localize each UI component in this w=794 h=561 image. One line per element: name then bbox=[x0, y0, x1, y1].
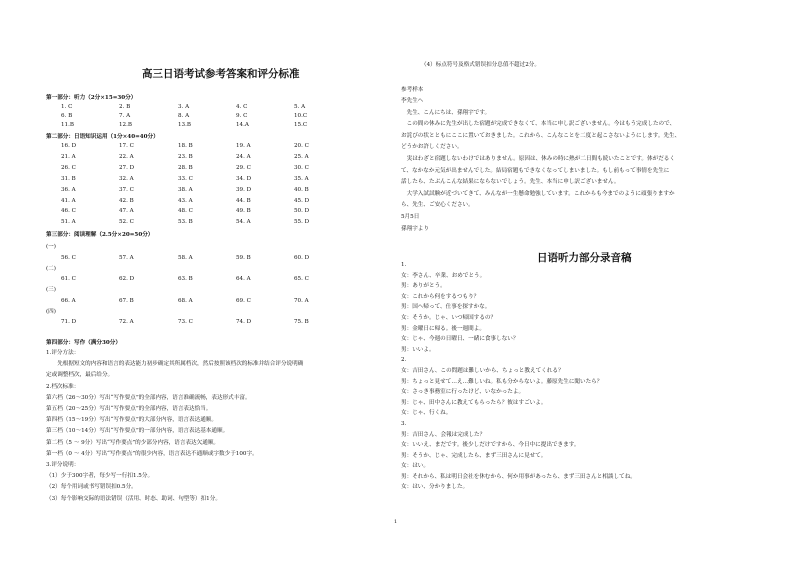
answer-cell: 25. A bbox=[294, 153, 309, 160]
answer-row bbox=[61, 197, 381, 206]
transcript-line: 1． bbox=[401, 262, 411, 268]
answer-cell: 17. C bbox=[119, 143, 134, 149]
scoring-line: 1.评分方法： bbox=[46, 350, 80, 356]
answer-cell: 65. C bbox=[294, 276, 309, 283]
answer-cell: 55. D bbox=[294, 219, 310, 226]
transcript-line: 女：これから何をするつもり？ bbox=[401, 293, 480, 300]
scoring-line: （3）每个影响交际的语法错误（活用、时态、助词、句型等）扣1分。 bbox=[46, 495, 221, 502]
transcript-line: 女：李さん、卒業、おめでとう。 bbox=[401, 272, 486, 279]
letter-line: 話したら、たぶんこんな結果にならないでしょう。先生、本当に申し訳ございません。 bbox=[401, 179, 620, 186]
answer-cell: 40. B bbox=[294, 186, 309, 193]
transcript-line: 男：そうか、じゃ、完成したら、まず三田さんに見せて。 bbox=[401, 452, 547, 459]
letter-line: 先生、こんにちは、孫翔宇です。 bbox=[401, 109, 491, 116]
answer-cell: 16. D bbox=[61, 143, 77, 149]
letter-line: 孫翔宇より bbox=[401, 225, 429, 232]
answer-row bbox=[61, 275, 381, 284]
answer-cell: 43. A bbox=[178, 197, 193, 204]
answer-cell: 33. C bbox=[178, 175, 193, 182]
answer-cell: 19. A bbox=[236, 143, 251, 149]
scoring-line: 3.评分说明： bbox=[46, 462, 80, 469]
answer-cell: 41. A bbox=[61, 197, 76, 204]
answer-cell: 39. D bbox=[236, 186, 252, 193]
answer-cell: 18. B bbox=[178, 143, 193, 149]
answer-row bbox=[61, 103, 381, 112]
transcript-line: 男：それから、私は明日会社を休むから、何か用事があったら、まず三田さんと相談してね。 bbox=[401, 473, 636, 480]
transcript-line: 女：はい、分かりました。 bbox=[401, 484, 469, 491]
answer-cell: 63. B bbox=[178, 276, 193, 283]
transcript-line: 男：吉田さん、会報は完成した？ bbox=[401, 431, 486, 438]
reading-group-label: (一) bbox=[46, 244, 56, 250]
scoring-line: 2.档次标准： bbox=[46, 383, 80, 390]
answer-cell: 68. A bbox=[178, 297, 193, 304]
answer-cell: 35. A bbox=[294, 175, 309, 182]
letter-line: どうかお許しください。 bbox=[401, 144, 463, 151]
scoring-line: （2）每个用词或书写错误扣0.5分。 bbox=[46, 484, 137, 491]
transcript-line: 女：はい。 bbox=[401, 463, 429, 470]
letter-line: この間の休みに先生が出した宿題が完成できなくて、本当に申し訳ございません。今はもう完成したので、 bbox=[401, 121, 676, 128]
transcript-line: 女：さっき事務室に行ったけど、いなかったよ。 bbox=[401, 389, 525, 396]
answer-cell: 50. D bbox=[294, 208, 310, 215]
part2-heading: 第二部分：日语知识运用（1分×40=40分） bbox=[46, 134, 159, 140]
answer-cell: 71. D bbox=[61, 319, 77, 326]
letter-line: 大学入試試験が近づいてきて、みんなが一生懸命勉強しています。これからも今までのように頑張りますか bbox=[401, 190, 675, 197]
transcript-line: 女：いいえ、まだです。後少しだけですから、今日中に提出できます。 bbox=[401, 442, 580, 449]
answer-cell: 37. C bbox=[119, 186, 134, 193]
answer-row bbox=[61, 121, 381, 130]
answer-cell: 2. B bbox=[119, 104, 131, 110]
answer-cell: 22. A bbox=[119, 153, 134, 160]
transcript-line: 男：ちょっと見せて…え…難しいね。私も分からないよ。藤原先生に聞いたら？ bbox=[401, 378, 603, 385]
scoring-line: 先根据短文的内容和语言的表达能力初步确定其所属档次，然后按照该档次的标准并结合评分说明确 bbox=[46, 361, 304, 368]
answer-cell: 49. B bbox=[236, 208, 251, 215]
answer-cell: 28. B bbox=[178, 164, 193, 171]
answer-row bbox=[61, 175, 381, 184]
reading-group-label: (三) bbox=[46, 287, 56, 294]
answer-row bbox=[61, 112, 381, 121]
answer-cell: 52. C bbox=[119, 219, 134, 226]
scoring-line: 第二档（5 ～ 9分）写出“写作要点”的少部分内容，语言表达欠通顺。 bbox=[46, 439, 220, 446]
letter-line: 李先生へ bbox=[401, 98, 424, 104]
answer-cell: 51. A bbox=[61, 219, 76, 226]
answer-cell: 59. B bbox=[236, 254, 251, 261]
answer-row bbox=[61, 207, 381, 216]
answer-cell: 72. A bbox=[119, 319, 134, 326]
answer-cell: 31. B bbox=[61, 175, 76, 182]
answer-cell: 47. A bbox=[119, 208, 134, 215]
transcript-line: 女：じゃ、行くね。 bbox=[401, 410, 452, 417]
answer-cell: 60. D bbox=[294, 254, 310, 261]
listening-transcript bbox=[401, 260, 636, 493]
transcript-line: 男：金曜日に帰る。後一週間よ。 bbox=[401, 325, 485, 332]
answer-row bbox=[61, 186, 381, 195]
answer-cell: 27. D bbox=[119, 164, 135, 171]
letter-line: て、なかなか元気が出ませんでした。結局宿題もできなくなってしまいました。もし前もって事情を先生に bbox=[401, 167, 670, 174]
answer-cell: 11.B bbox=[61, 121, 75, 128]
answer-cell: 8. A bbox=[178, 112, 190, 119]
transcript-title: 日语听力部分录音稿 bbox=[537, 252, 632, 264]
scoring-line: 第五档（20～25分）写出“写作要点”的全部内容，语言表达恰当。 bbox=[46, 406, 212, 413]
transcript-line: 男：じゃ、田中さんに教えてもらったら？彼はすごいよ。 bbox=[401, 399, 547, 406]
scoring-line: 第四档（15～19分）写出“写作要点”的大部分内容，语言表达通顺。 bbox=[46, 417, 217, 424]
answer-cell: 56. C bbox=[61, 254, 76, 261]
scoring-line: 第三档（10～14分）写出“写作要点”的一部分内容，语言表达基本通顺。 bbox=[46, 428, 229, 435]
answer-row bbox=[61, 318, 381, 327]
answer-cell: 7. A bbox=[119, 112, 131, 119]
answer-cell: 3. A bbox=[178, 104, 190, 110]
scoring-line: 第六档（26～30分）写出“写作要点”的全部内容，语言准确流畅，表达形式丰富。 bbox=[46, 394, 251, 401]
answer-cell: 6. B bbox=[61, 112, 73, 119]
answer-cell: 10.C bbox=[294, 112, 308, 119]
scoring-line: （1）少于300字者，每少写一行扣1.5分。 bbox=[46, 473, 154, 480]
reading-group-label: (二) bbox=[46, 265, 56, 272]
answer-cell: 58. A bbox=[178, 254, 193, 261]
answer-cell: 74. D bbox=[236, 319, 252, 326]
page-number: 1 bbox=[394, 519, 398, 525]
part4-scoring-text bbox=[46, 348, 380, 505]
letter-line: ら、先生、ご安心ください。 bbox=[401, 202, 474, 209]
answer-cell: 14.A bbox=[236, 121, 249, 128]
answer-cell: 9. C bbox=[236, 112, 248, 119]
reading-group-label: (四) bbox=[46, 308, 56, 315]
sample-label: 参考样本 bbox=[401, 87, 424, 93]
answer-cell: 70. A bbox=[294, 297, 309, 304]
answer-cell: 54. A bbox=[236, 219, 251, 226]
answer-cell: 5. A bbox=[294, 104, 306, 110]
answer-cell: 61. C bbox=[61, 276, 76, 283]
answer-cell: 32. A bbox=[119, 175, 134, 182]
letter-line: 5月5日 bbox=[401, 213, 420, 220]
transcript-line: 2． bbox=[401, 357, 411, 364]
answer-cell: 26. C bbox=[61, 164, 76, 171]
answer-cell: 46. C bbox=[61, 208, 76, 215]
answer-row bbox=[61, 297, 381, 306]
part1-heading: 第一部分：听力（2分×15=30分） bbox=[46, 95, 137, 101]
answer-cell: 1. C bbox=[61, 104, 73, 110]
answer-row bbox=[61, 153, 381, 162]
answer-cell: 53. B bbox=[178, 219, 193, 226]
answer-cell: 38. A bbox=[178, 186, 193, 193]
letter-line: お詫びの状とともにここに置いておきました。これから、こんなことを二度と起こさないようにします。先生、 bbox=[401, 132, 681, 139]
answer-cell: 24. A bbox=[236, 153, 251, 160]
answer-cell: 42. B bbox=[119, 197, 134, 204]
scoring-note-4: （4）标点符号及格式错误扣分总值不超过2分。 bbox=[421, 62, 540, 68]
answer-row bbox=[61, 142, 381, 151]
answer-cell: 34. D bbox=[236, 175, 252, 182]
part4-heading: 第四部分：写作（满分30分） bbox=[46, 340, 121, 346]
answer-cell: 67. B bbox=[119, 297, 134, 304]
answer-cell: 64. A bbox=[236, 276, 251, 283]
transcript-line: 女：吉田さん、この問題は難しいから、ちょっと教えてくれる？ bbox=[401, 367, 564, 374]
transcript-line: 女：じゃ、今週の日曜日、一緒に食事しない？ bbox=[401, 336, 519, 343]
answer-cell: 23. B bbox=[178, 153, 193, 160]
answer-cell: 75. B bbox=[294, 319, 309, 326]
part3-heading: 第三部分：阅读理解（2.5分×20=50分） bbox=[46, 232, 154, 238]
answer-cell: 21. A bbox=[61, 153, 76, 160]
transcript-line: 3． bbox=[401, 420, 411, 427]
sample-letter bbox=[401, 96, 680, 235]
page-title: 高三日语考试参考答案和评分标准 bbox=[142, 68, 300, 80]
answer-row bbox=[61, 254, 381, 263]
answer-cell: 45. D bbox=[294, 197, 310, 204]
answer-cell: 73. C bbox=[178, 319, 193, 326]
transcript-line: 男：いいよ。 bbox=[401, 346, 435, 353]
answer-row bbox=[61, 218, 381, 227]
answer-cell: 29. C bbox=[236, 164, 251, 171]
answer-cell: 62. D bbox=[119, 276, 135, 283]
answer-cell: 66. A bbox=[61, 297, 76, 304]
transcript-line: 女：そうか。じゃ、いつ帰国するの？ bbox=[401, 314, 497, 321]
answer-cell: 30. C bbox=[294, 164, 309, 171]
answer-cell: 12.B bbox=[119, 121, 133, 128]
answer-cell: 69. C bbox=[236, 297, 251, 304]
answer-cell: 4. C bbox=[236, 104, 248, 110]
answer-cell: 20. C bbox=[294, 143, 309, 149]
answer-cell: 36. A bbox=[61, 186, 76, 193]
answer-row bbox=[61, 164, 381, 173]
transcript-line: 男：国へ帰って、仕事を探すかな。 bbox=[401, 304, 491, 311]
transcript-line: 男：ありがとう。 bbox=[401, 283, 446, 290]
letter-line: 実はわざと宿題しないわけではありません。原因は、休みの時に熱が二日間も続いたことです。体がだるく bbox=[401, 155, 675, 162]
scoring-line: 第一档（0 ～ 4分）写出“写作要点”的很少内容，语言表达不通顺或字数少于100字。 bbox=[46, 450, 258, 457]
answer-cell: 13.B bbox=[178, 121, 192, 128]
answer-cell: 57. A bbox=[119, 254, 134, 261]
answer-cell: 15.C bbox=[294, 121, 308, 128]
answer-cell: 48. C bbox=[178, 208, 193, 215]
scoring-line: 定或调整档次，最后给分。 bbox=[46, 372, 114, 379]
answer-cell: 44. B bbox=[236, 197, 251, 204]
